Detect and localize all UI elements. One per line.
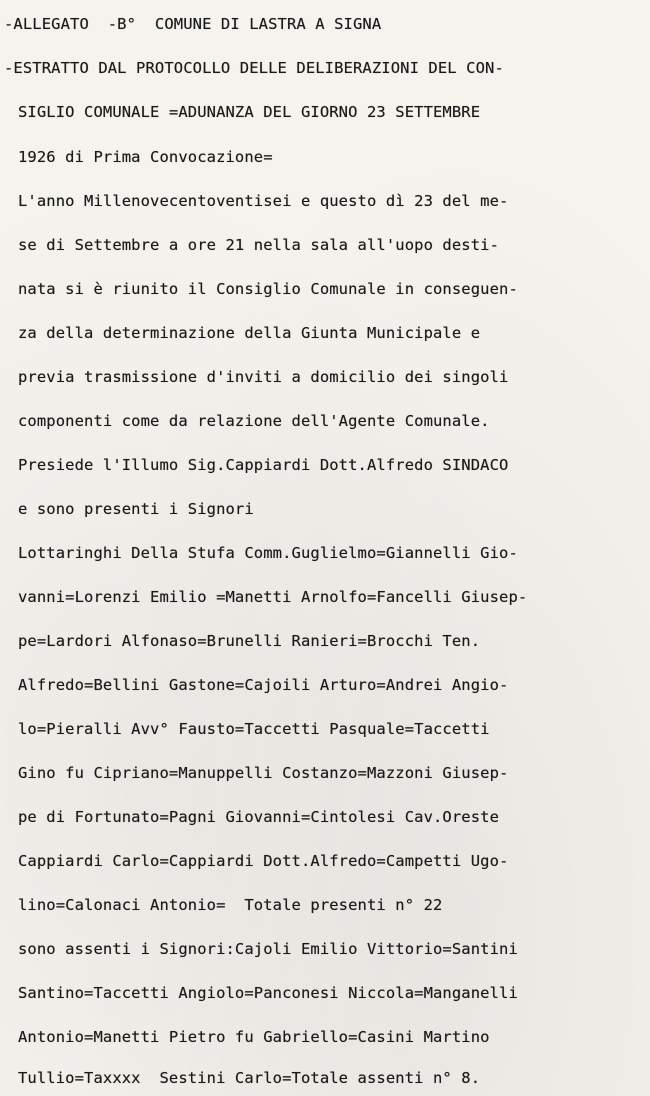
heading-line-3: SIGLIO COMUNALE =ADUNANZA DEL GIORNO 23 SETTEMBRE [18, 103, 481, 121]
text-line: lo=Pieralli Avv° Fausto=Taccetti Pasquale=Taccetti [18, 720, 490, 738]
text-line: se di Settembre a ore 21 nella sala all'uopo desti- [18, 236, 500, 254]
text-line: e sono presenti i Signori [18, 500, 254, 518]
heading-line-2: -ESTRATTO DAL PROTOCOLLO DELLE DELIBERAZIONI DEL CON- [4, 59, 504, 77]
text-line: Alfredo=Bellini Gastone=Cajoili Arturo=Andrei Angio- [18, 676, 509, 694]
heading-line-1: -ALLEGATO -B° COMUNE DI LASTRA A SIGNA [4, 15, 382, 33]
text-line: pe di Fortunato=Pagni Giovanni=Cintolesi Cav.Oreste [18, 808, 500, 826]
heading-line-4: 1926 di Prima Convocazione= [18, 148, 273, 166]
text-line: pe=Lardori Alfonaso=Brunelli Ranieri=Brocchi Ten. [18, 632, 481, 650]
text-line: Presiede l'Illumo Sig.Cappiardi Dott.Alfredo SINDACO [18, 456, 509, 474]
text-line: lino=Calonaci Antonio= Totale presenti n° 22 [18, 896, 443, 914]
text-line: Lottaringhi Della Stufa Comm.Guglielmo=Giannelli Gio- [18, 544, 518, 562]
text-line: Gino fu Cipriano=Manuppelli Costanzo=Mazzoni Giusep- [18, 764, 509, 782]
text-line: sono assenti i Signori:Cajoli Emilio Vittorio=Santini [18, 940, 518, 958]
text-line: nata si è riunito il Consiglio Comunale in conseguen- [18, 280, 518, 298]
text-line: za della determinazione della Giunta Municipale e [18, 324, 481, 342]
text-line: Tullio=Taxxxx Sestini Carlo=Totale assenti n° 8. [18, 1069, 481, 1087]
text-line: Cappiardi Carlo=Cappiardi Dott.Alfredo=Campetti Ugo- [18, 852, 509, 870]
text-line: Antonio=Manetti Pietro fu Gabriello=Casini Martino [18, 1028, 490, 1046]
text-line: Santino=Taccetti Angiolo=Panconesi Niccola=Manganelli [18, 984, 518, 1002]
text-line: L'anno Millenovecentoventisei e questo dì 23 del me- [18, 192, 509, 210]
text-line: previa trasmissione d'inviti a domicilio dei singoli [18, 368, 509, 386]
text-line: componenti come da relazione dell'Agente Comunale. [18, 412, 490, 430]
text-line: vanni=Lorenzi Emilio =Manetti Arnolfo=Fancelli Giusep- [18, 588, 528, 606]
